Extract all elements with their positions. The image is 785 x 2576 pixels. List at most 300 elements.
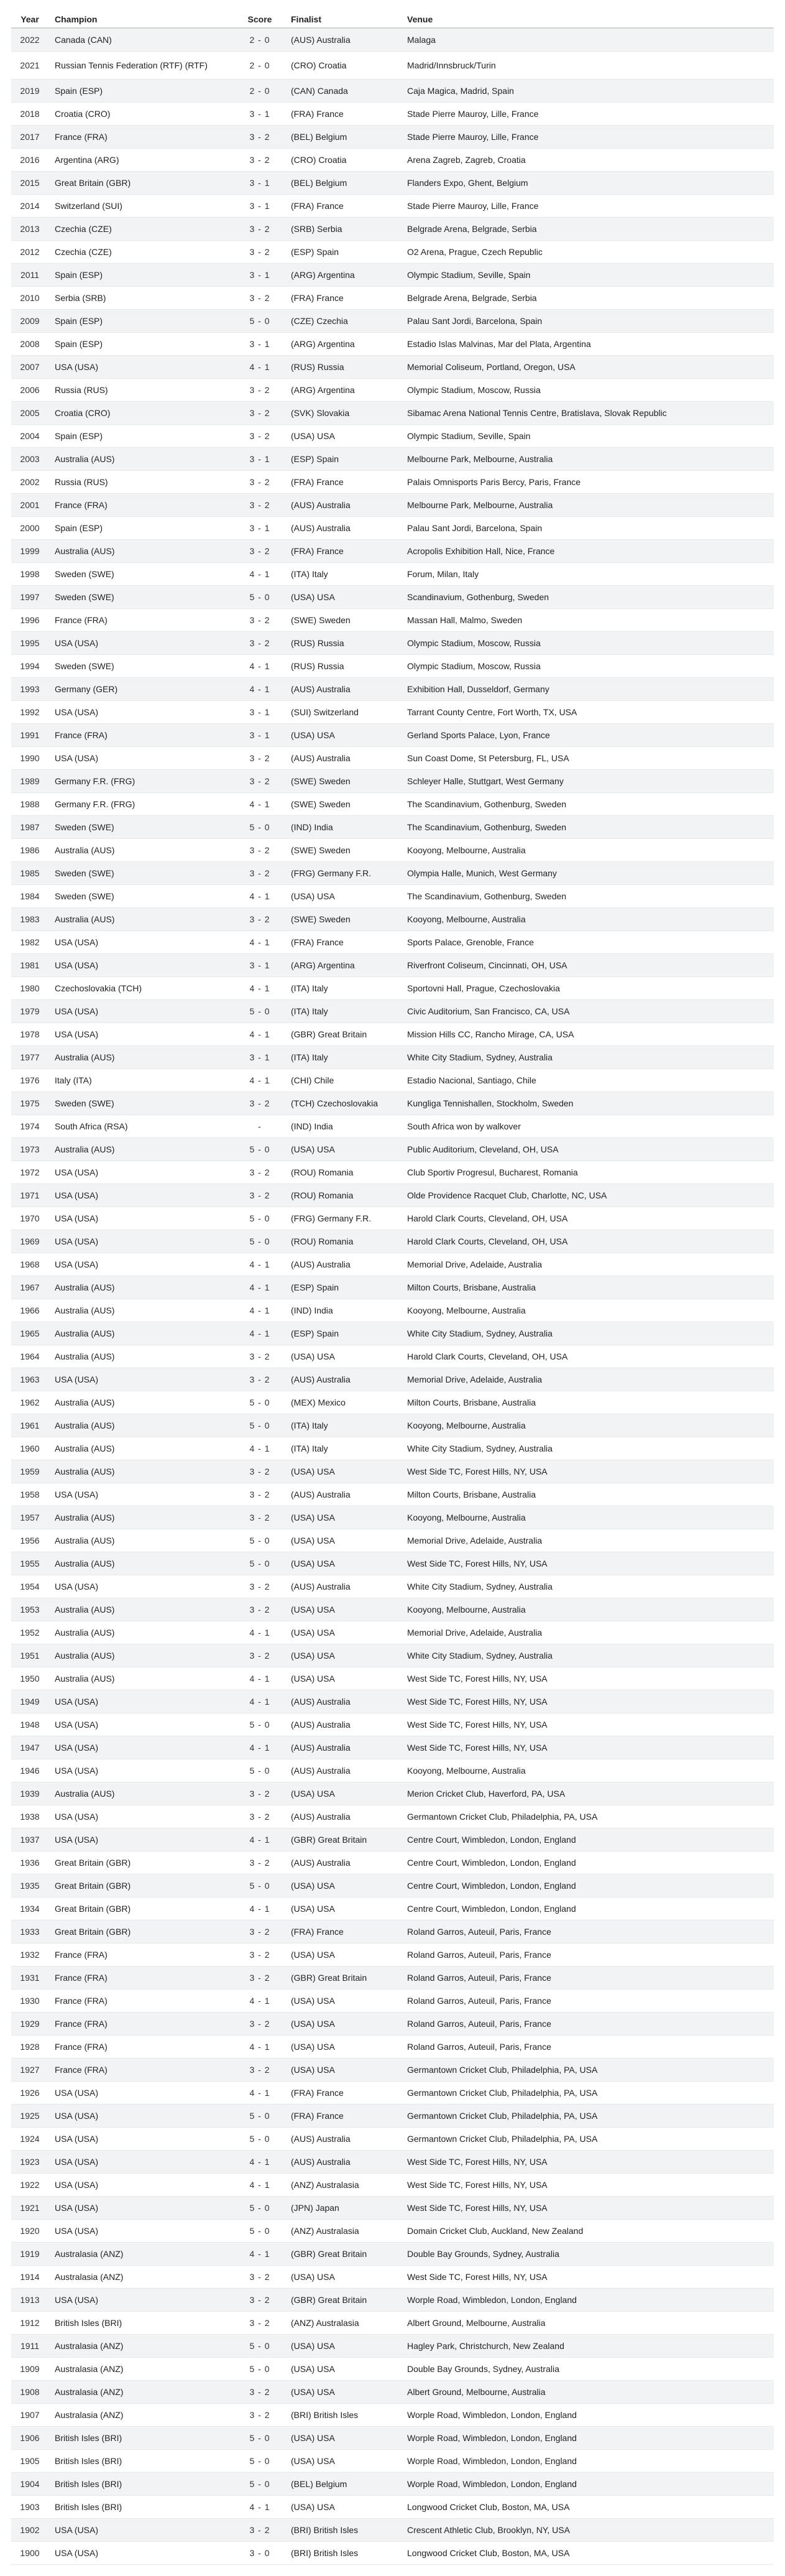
champion-cell: Argentina (ARG) <box>48 149 235 172</box>
venue-cell: Civic Auditorium, San Francisco, CA, USA <box>401 1000 774 1023</box>
venue-cell: Melbourne Park, Melbourne, Australia <box>401 494 774 517</box>
venue-cell: The Scandinavium, Gothenburg, Sweden <box>401 885 774 908</box>
finalist-cell: (SWE) Sweden <box>285 908 401 931</box>
score-cell: 3 - 2 <box>235 402 285 425</box>
score-cell: 4 - 1 <box>235 2243 285 2266</box>
table-row <box>11 1506 774 1529</box>
venue-cell: Olympia Halle, Munich, West Germany <box>401 862 774 885</box>
finalist-cell: (USA) USA <box>285 1529 401 1552</box>
score-cell: 2 - 0 <box>235 28 285 52</box>
venue-cell: Madrid/Innsbruck/Turin <box>401 52 774 80</box>
venue-cell: Palau Sant Jordi, Barcelona, Spain <box>401 310 774 333</box>
finalist-cell: (AUS) Australia <box>285 747 401 770</box>
table-row <box>11 2036 774 2059</box>
champion-cell: Great Britain (GBR) <box>48 1897 235 1920</box>
year-cell: 2011 <box>11 264 48 287</box>
year-cell: 1965 <box>11 1322 48 1345</box>
year-cell: 1978 <box>11 1023 48 1046</box>
table-row <box>11 1046 774 1069</box>
score-cell: 3 - 2 <box>235 747 285 770</box>
score-cell: 4 - 1 <box>235 356 285 379</box>
year-cell: 2005 <box>11 402 48 425</box>
finalist-cell: (ANZ) Australasia <box>285 2312 401 2335</box>
table-row <box>11 2105 774 2128</box>
finalist-cell: (CRO) Croatia <box>285 149 401 172</box>
score-cell: 5 - 0 <box>235 1138 285 1161</box>
table-row <box>11 1023 774 1046</box>
year-cell: 1975 <box>11 1092 48 1115</box>
table-row <box>11 1299 774 1322</box>
finalist-cell: (SUI) Switzerland <box>285 701 401 724</box>
finalist-cell: (FRA) France <box>285 195 401 218</box>
table-row <box>11 1230 774 1253</box>
table-row <box>11 954 774 977</box>
score-cell: 3 - 1 <box>235 333 285 356</box>
year-cell: 1961 <box>11 1414 48 1437</box>
year-cell: 1966 <box>11 1299 48 1322</box>
venue-cell: Centre Court, Wimbledon, London, England <box>401 1897 774 1920</box>
champion-cell: USA (USA) <box>48 1368 235 1391</box>
venue-cell: West Side TC, Forest Hills, NY, USA <box>401 1690 774 1713</box>
champion-cell: Sweden (SWE) <box>48 885 235 908</box>
year-cell: 1980 <box>11 977 48 1000</box>
score-cell: 3 - 2 <box>235 2013 285 2036</box>
finalist-cell: (SWE) Sweden <box>285 793 401 816</box>
results-table-container <box>11 11 774 2565</box>
year-cell: 2009 <box>11 310 48 333</box>
score-cell: 3 - 2 <box>235 1575 285 1598</box>
table-row <box>11 1736 774 1759</box>
finalist-cell: (AUS) Australia <box>285 1851 401 1874</box>
finalist-cell: (ITA) Italy <box>285 1046 401 1069</box>
year-cell: 1973 <box>11 1138 48 1161</box>
score-cell: 5 - 0 <box>235 1529 285 1552</box>
score-cell: 4 - 1 <box>235 1299 285 1322</box>
champion-cell: Germany F.R. (FRG) <box>48 770 235 793</box>
venue-cell: Germantown Cricket Club, Philadelphia, PA, USA <box>401 2059 774 2082</box>
champion-cell: Great Britain (GBR) <box>48 172 235 195</box>
score-cell: 4 - 1 <box>235 2496 285 2519</box>
year-cell: 1906 <box>11 2427 48 2450</box>
champion-cell: Great Britain (GBR) <box>48 1874 235 1897</box>
venue-cell: Olympic Stadium, Seville, Spain <box>401 425 774 448</box>
column-header-finalist[interactable]: Finalist <box>285 11 401 28</box>
table-row <box>11 1092 774 1115</box>
champion-cell: USA (USA) <box>48 2289 235 2312</box>
finalist-cell: (AUS) Australia <box>285 1690 401 1713</box>
table-row <box>11 563 774 586</box>
champion-cell: Australia (AUS) <box>48 1667 235 1690</box>
table-row <box>11 1322 774 1345</box>
finalist-cell: (USA) USA <box>285 1598 401 1621</box>
champion-cell: USA (USA) <box>48 701 235 724</box>
table-row <box>11 80 774 103</box>
finalist-cell: (GBR) Great Britain <box>285 1828 401 1851</box>
champion-cell: Spain (ESP) <box>48 80 235 103</box>
year-cell: 1907 <box>11 2404 48 2427</box>
champion-cell: Australia (AUS) <box>48 1621 235 1644</box>
score-cell: 3 - 0 <box>235 2542 285 2565</box>
table-row <box>11 1483 774 1506</box>
score-cell: 3 - 2 <box>235 471 285 494</box>
champion-cell: Czechia (CZE) <box>48 218 235 241</box>
year-cell: 1970 <box>11 1207 48 1230</box>
table-row <box>11 448 774 471</box>
table-row <box>11 1115 774 1138</box>
finalist-cell: (SWE) Sweden <box>285 609 401 632</box>
table-row <box>11 2473 774 2496</box>
venue-cell: Club Sportiv Progresul, Bucharest, Romania <box>401 1161 774 1184</box>
venue-cell: Harold Clark Courts, Cleveland, OH, USA <box>401 1230 774 1253</box>
year-cell: 1956 <box>11 1529 48 1552</box>
year-cell: 1924 <box>11 2128 48 2151</box>
venue-cell: Kooyong, Melbourne, Australia <box>401 1598 774 1621</box>
champion-cell: Russian Tennis Federation (RTF) (RTF) <box>48 52 235 80</box>
table-row <box>11 2059 774 2082</box>
champion-cell: Australia (AUS) <box>48 1529 235 1552</box>
year-cell: 2018 <box>11 103 48 126</box>
score-cell: 5 - 0 <box>235 1230 285 1253</box>
table-row <box>11 632 774 655</box>
finalist-cell: (AUS) Australia <box>285 1368 401 1391</box>
finalist-cell: (USA) USA <box>285 1874 401 1897</box>
table-row <box>11 2128 774 2151</box>
table-row <box>11 2404 774 2427</box>
score-cell: 3 - 2 <box>235 1460 285 1483</box>
champion-cell: France (FRA) <box>48 1944 235 1967</box>
finalist-cell: (BRI) British Isles <box>285 2542 401 2565</box>
table-row <box>11 1368 774 1391</box>
venue-cell: Estadio Nacional, Santiago, Chile <box>401 1069 774 1092</box>
champion-cell: Sweden (SWE) <box>48 1092 235 1115</box>
finalist-cell: (USA) USA <box>285 1782 401 1805</box>
table-row <box>11 977 774 1000</box>
table-row <box>11 241 774 264</box>
year-cell: 1946 <box>11 1759 48 1782</box>
champion-cell: Czechia (CZE) <box>48 241 235 264</box>
table-row <box>11 2266 774 2289</box>
finalist-cell: (ROU) Romania <box>285 1184 401 1207</box>
venue-cell: Worple Road, Wimbledon, London, England <box>401 2473 774 2496</box>
score-cell: 4 - 1 <box>235 2036 285 2059</box>
score-cell: 5 - 0 <box>235 2427 285 2450</box>
score-cell: 3 - 2 <box>235 1644 285 1667</box>
table-row <box>11 1161 774 1184</box>
finalist-cell: (AUS) Australia <box>285 517 401 540</box>
table-row <box>11 172 774 195</box>
score-cell: 3 - 2 <box>235 1483 285 1506</box>
venue-cell: Roland Garros, Auteuil, Paris, France <box>401 1967 774 1990</box>
champion-cell: Australia (AUS) <box>48 1506 235 1529</box>
finalist-cell: (AUS) Australia <box>285 28 401 52</box>
year-cell: 1950 <box>11 1667 48 1690</box>
year-cell: 2015 <box>11 172 48 195</box>
champion-cell: France (FRA) <box>48 1990 235 2013</box>
venue-cell: Milton Courts, Brisbane, Australia <box>401 1391 774 1414</box>
year-cell: 1968 <box>11 1253 48 1276</box>
table-row <box>11 149 774 172</box>
score-cell: 3 - 1 <box>235 517 285 540</box>
column-header-score[interactable]: Score <box>235 11 285 28</box>
finalist-cell: (ESP) Spain <box>285 241 401 264</box>
score-cell: 5 - 0 <box>235 2105 285 2128</box>
venue-cell: Memorial Drive, Adelaide, Australia <box>401 1621 774 1644</box>
year-cell: 1913 <box>11 2289 48 2312</box>
table-row <box>11 1276 774 1299</box>
table-row <box>11 1967 774 1990</box>
champion-cell: Australia (AUS) <box>48 1644 235 1667</box>
champion-cell: Spain (ESP) <box>48 425 235 448</box>
venue-cell: Centre Court, Wimbledon, London, England <box>401 1851 774 1874</box>
venue-cell: Centre Court, Wimbledon, London, England <box>401 1828 774 1851</box>
table-row <box>11 1138 774 1161</box>
year-cell: 1931 <box>11 1967 48 1990</box>
venue-cell: Mission Hills CC, Rancho Mirage, CA, USA <box>401 1023 774 1046</box>
finalist-cell: (FRA) France <box>285 103 401 126</box>
champion-cell: USA (USA) <box>48 1253 235 1276</box>
champion-cell: Australia (AUS) <box>48 1460 235 1483</box>
year-cell: 1984 <box>11 885 48 908</box>
champion-cell: Australasia (ANZ) <box>48 2266 235 2289</box>
table-row <box>11 1759 774 1782</box>
venue-cell: Olympic Stadium, Moscow, Russia <box>401 632 774 655</box>
venue-cell: Harold Clark Courts, Cleveland, OH, USA <box>401 1207 774 1230</box>
table-row <box>11 1690 774 1713</box>
finalist-cell: (RUS) Russia <box>285 632 401 655</box>
score-cell: 5 - 0 <box>235 2473 285 2496</box>
table-row <box>11 2450 774 2473</box>
year-cell: 1908 <box>11 2381 48 2404</box>
score-cell: 4 - 1 <box>235 1437 285 1460</box>
year-cell: 1957 <box>11 1506 48 1529</box>
venue-cell: Melbourne Park, Melbourne, Australia <box>401 448 774 471</box>
venue-cell: South Africa won by walkover <box>401 1115 774 1138</box>
year-cell: 1995 <box>11 632 48 655</box>
finalist-cell: (CAN) Canada <box>285 80 401 103</box>
finalist-cell: (SWE) Sweden <box>285 839 401 862</box>
score-cell: 3 - 1 <box>235 1046 285 1069</box>
table-row <box>11 425 774 448</box>
venue-cell: Flanders Expo, Ghent, Belgium <box>401 172 774 195</box>
champion-cell: Spain (ESP) <box>48 517 235 540</box>
venue-cell: Albert Ground, Melbourne, Australia <box>401 2312 774 2335</box>
finalist-cell: (FRG) Germany F.R. <box>285 1207 401 1230</box>
finalist-cell: (SRB) Serbia <box>285 218 401 241</box>
venue-cell: White City Stadium, Sydney, Australia <box>401 1437 774 1460</box>
venue-cell: West Side TC, Forest Hills, NY, USA <box>401 2151 774 2174</box>
column-header-champion[interactable]: Champion <box>48 11 235 28</box>
champion-cell: Sweden (SWE) <box>48 563 235 586</box>
column-header-venue[interactable]: Venue <box>401 11 774 28</box>
score-cell: 5 - 0 <box>235 1000 285 1023</box>
champion-cell: USA (USA) <box>48 931 235 954</box>
score-cell: 5 - 0 <box>235 2197 285 2220</box>
finalist-cell: (FRA) France <box>285 931 401 954</box>
score-cell: 3 - 1 <box>235 448 285 471</box>
year-cell: 1981 <box>11 954 48 977</box>
score-cell: 2 - 0 <box>235 80 285 103</box>
champion-cell: Australia (AUS) <box>48 448 235 471</box>
score-cell: 4 - 1 <box>235 1736 285 1759</box>
finalist-cell: (USA) USA <box>285 885 401 908</box>
venue-cell: Estadio Islas Malvinas, Mar del Plata, Argentina <box>401 333 774 356</box>
table-row <box>11 379 774 402</box>
table-row <box>11 2312 774 2335</box>
champion-cell: Switzerland (SUI) <box>48 195 235 218</box>
finalist-cell: (AUS) Australia <box>285 2151 401 2174</box>
score-cell: 3 - 2 <box>235 126 285 149</box>
year-cell: 1912 <box>11 2312 48 2335</box>
table-row <box>11 28 774 52</box>
score-cell: 3 - 2 <box>235 908 285 931</box>
score-cell: 5 - 0 <box>235 1874 285 1897</box>
champion-cell: British Isles (BRI) <box>48 2427 235 2450</box>
year-cell: 2022 <box>11 28 48 52</box>
score-cell: 3 - 2 <box>235 218 285 241</box>
table-row <box>11 2496 774 2519</box>
champion-cell: Australia (AUS) <box>48 1138 235 1161</box>
venue-cell: Public Auditorium, Cleveland, OH, USA <box>401 1138 774 1161</box>
finalist-cell: (USA) USA <box>285 1552 401 1575</box>
finalist-cell: (FRA) France <box>285 287 401 310</box>
table-row <box>11 747 774 770</box>
venue-cell: Germantown Cricket Club, Philadelphia, PA, USA <box>401 2128 774 2151</box>
year-cell: 2012 <box>11 241 48 264</box>
venue-cell: Milton Courts, Brisbane, Australia <box>401 1276 774 1299</box>
score-cell: 3 - 2 <box>235 425 285 448</box>
finalist-cell: (USA) USA <box>285 2266 401 2289</box>
score-cell: 3 - 2 <box>235 1161 285 1184</box>
score-cell: 3 - 2 <box>235 540 285 563</box>
champion-cell: Australia (AUS) <box>48 908 235 931</box>
finalist-cell: (IND) India <box>285 1115 401 1138</box>
year-cell: 2021 <box>11 52 48 80</box>
champion-cell: France (FRA) <box>48 2059 235 2082</box>
year-cell: 1974 <box>11 1115 48 1138</box>
champion-cell: USA (USA) <box>48 1690 235 1713</box>
score-cell: 5 - 0 <box>235 2335 285 2358</box>
finalist-cell: (USA) USA <box>285 724 401 747</box>
venue-cell: Crescent Athletic Club, Brooklyn, NY, USA <box>401 2519 774 2542</box>
year-cell: 1969 <box>11 1230 48 1253</box>
venue-cell: Worple Road, Wimbledon, London, England <box>401 2427 774 2450</box>
year-cell: 1987 <box>11 816 48 839</box>
score-cell: 4 - 1 <box>235 1322 285 1345</box>
finalist-cell: (USA) USA <box>285 1345 401 1368</box>
champion-cell: Australia (AUS) <box>48 540 235 563</box>
results-table <box>11 11 774 2565</box>
finalist-cell: (ARG) Argentina <box>285 379 401 402</box>
year-cell: 1930 <box>11 1990 48 2013</box>
venue-cell: Centre Court, Wimbledon, London, England <box>401 1874 774 1897</box>
champion-cell: Czechoslovakia (TCH) <box>48 977 235 1000</box>
year-cell: 1929 <box>11 2013 48 2036</box>
champion-cell: Australia (AUS) <box>48 1782 235 1805</box>
year-cell: 2002 <box>11 471 48 494</box>
venue-cell: Scandinavium, Gothenburg, Sweden <box>401 586 774 609</box>
champion-cell: Spain (ESP) <box>48 310 235 333</box>
table-row <box>11 586 774 609</box>
venue-cell: Worple Road, Wimbledon, London, England <box>401 2450 774 2473</box>
table-row <box>11 2289 774 2312</box>
table-row <box>11 126 774 149</box>
year-cell: 1982 <box>11 931 48 954</box>
year-cell: 2003 <box>11 448 48 471</box>
finalist-cell: (GBR) Great Britain <box>285 2289 401 2312</box>
table-row <box>11 885 774 908</box>
table-row <box>11 1069 774 1092</box>
score-cell: 5 - 0 <box>235 1207 285 1230</box>
champion-cell: Croatia (CRO) <box>48 402 235 425</box>
score-cell: 3 - 2 <box>235 770 285 793</box>
table-row <box>11 1437 774 1460</box>
finalist-cell: (RUS) Russia <box>285 655 401 678</box>
year-cell: 1935 <box>11 1874 48 1897</box>
finalist-cell: (AUS) Australia <box>285 1483 401 1506</box>
table-row <box>11 2542 774 2565</box>
year-cell: 1997 <box>11 586 48 609</box>
table-row <box>11 1414 774 1437</box>
year-cell: 1903 <box>11 2496 48 2519</box>
score-cell: 4 - 1 <box>235 2174 285 2197</box>
table-row <box>11 1828 774 1851</box>
table-row <box>11 1897 774 1920</box>
champion-cell: USA (USA) <box>48 632 235 655</box>
finalist-cell: (ANZ) Australasia <box>285 2174 401 2197</box>
score-cell: 3 - 2 <box>235 241 285 264</box>
score-cell: 5 - 0 <box>235 310 285 333</box>
year-cell: 1923 <box>11 2151 48 2174</box>
champion-cell: USA (USA) <box>48 1736 235 1759</box>
finalist-cell: (BEL) Belgium <box>285 2473 401 2496</box>
finalist-cell: (USA) USA <box>285 1667 401 1690</box>
table-row <box>11 2082 774 2105</box>
column-header-year[interactable]: Year <box>11 11 48 28</box>
champion-cell: Australasia (ANZ) <box>48 2243 235 2266</box>
champion-cell: France (FRA) <box>48 724 235 747</box>
year-cell: 1922 <box>11 2174 48 2197</box>
venue-cell: Arena Zagreb, Zagreb, Croatia <box>401 149 774 172</box>
table-row <box>11 2197 774 2220</box>
table-row <box>11 494 774 517</box>
finalist-cell: (RUS) Russia <box>285 356 401 379</box>
finalist-cell: (USA) USA <box>285 2335 401 2358</box>
score-cell: 4 - 1 <box>235 1897 285 1920</box>
table-row <box>11 333 774 356</box>
score-cell: 3 - 2 <box>235 1944 285 1967</box>
year-cell: 1990 <box>11 747 48 770</box>
table-row <box>11 609 774 632</box>
venue-cell: Sportovni Hall, Prague, Czechoslovakia <box>401 977 774 1000</box>
table-row <box>11 2519 774 2542</box>
table-row <box>11 724 774 747</box>
finalist-cell: (AUS) Australia <box>285 1253 401 1276</box>
venue-cell: Domain Cricket Club, Auckland, New Zealand <box>401 2220 774 2243</box>
champion-cell: USA (USA) <box>48 1184 235 1207</box>
year-cell: 1904 <box>11 2473 48 2496</box>
champion-cell: USA (USA) <box>48 1713 235 1736</box>
score-cell: 3 - 2 <box>235 1506 285 1529</box>
score-cell: 4 - 1 <box>235 1023 285 1046</box>
score-cell: 4 - 1 <box>235 2082 285 2105</box>
year-cell: 1934 <box>11 1897 48 1920</box>
champion-cell: USA (USA) <box>48 2151 235 2174</box>
finalist-cell: (FRG) Germany F.R. <box>285 862 401 885</box>
score-cell: 5 - 0 <box>235 1414 285 1437</box>
score-cell: 3 - 2 <box>235 2059 285 2082</box>
finalist-cell: (CRO) Croatia <box>285 52 401 80</box>
champion-cell: Germany F.R. (FRG) <box>48 793 235 816</box>
